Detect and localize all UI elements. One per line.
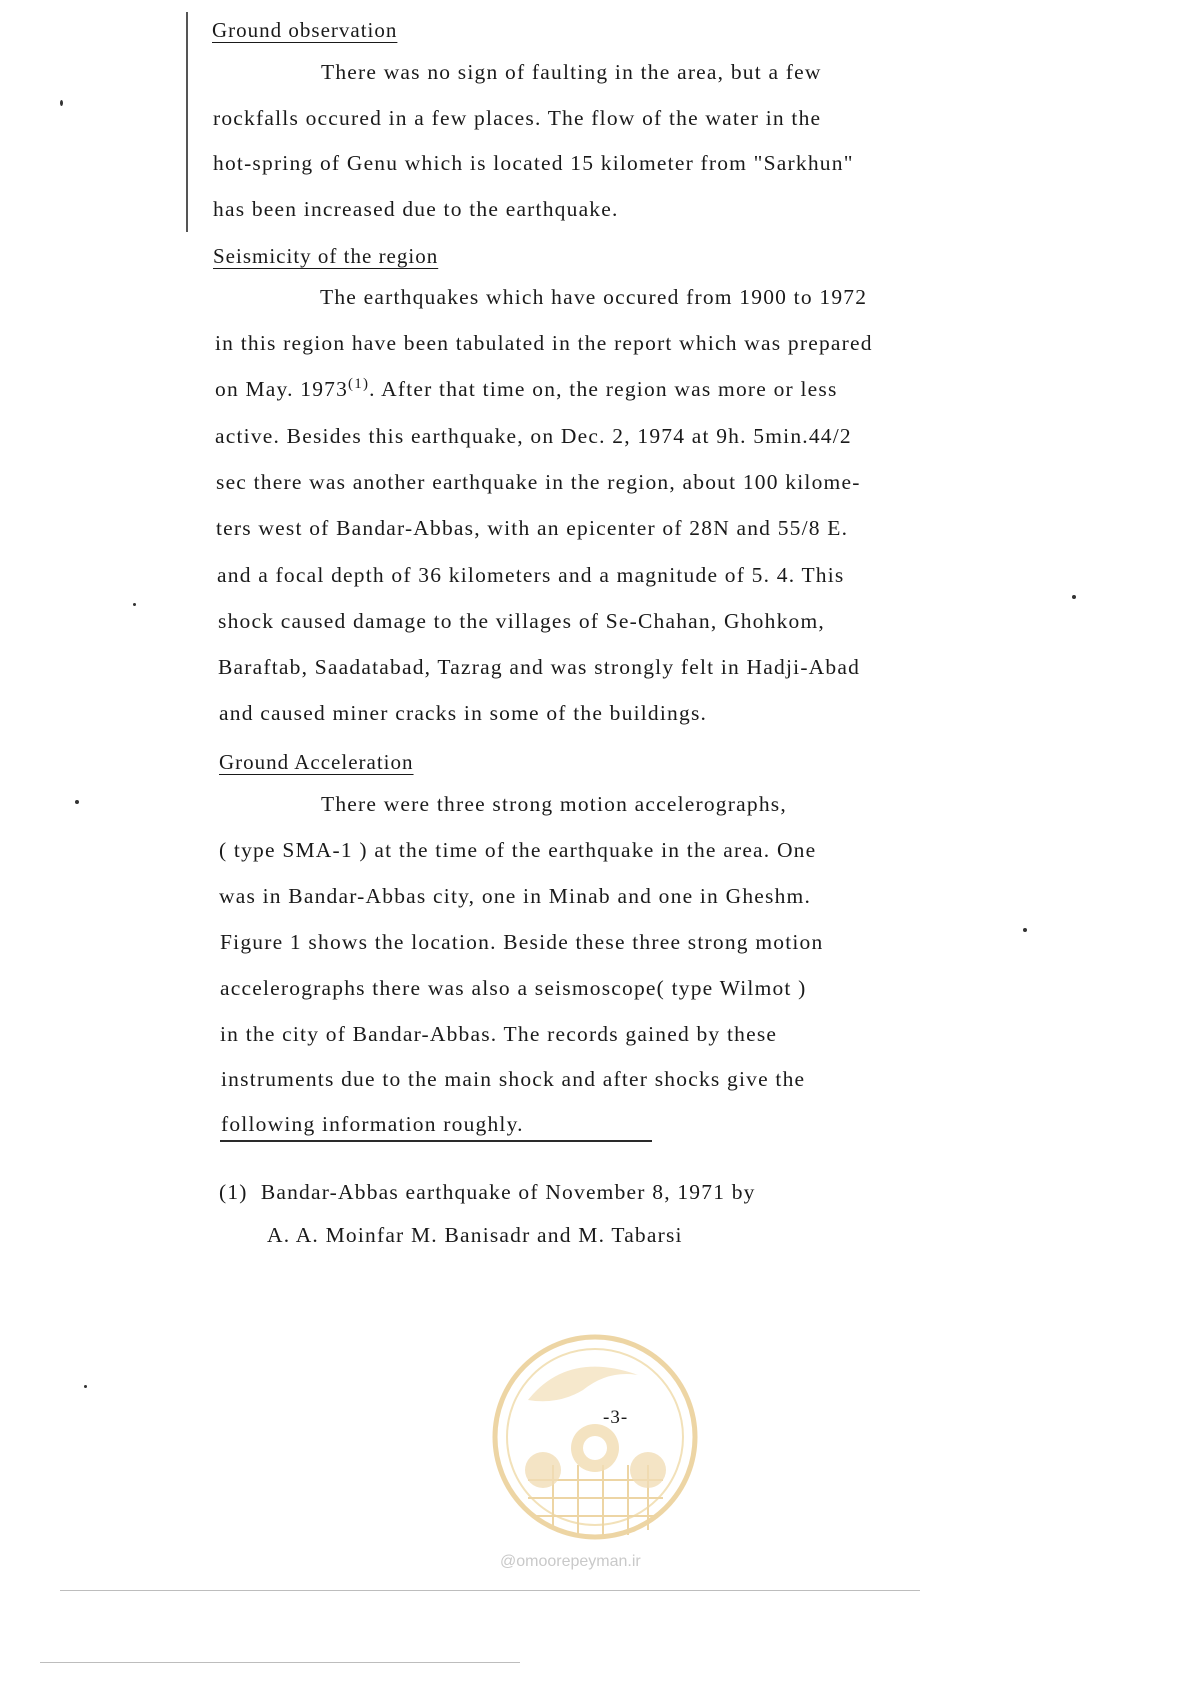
heading-ground-observation: Ground observation bbox=[212, 18, 398, 42]
paragraph-line: ( type SMA-1 ) at the time of the earthquake in the area. One bbox=[219, 838, 817, 862]
paragraph-line: and caused miner cracks in some of the buildings. bbox=[219, 701, 708, 725]
paragraph-line: sec there was another earthquake in the region, about 100 kilome- bbox=[216, 470, 861, 494]
paragraph-line: active. Besides this earthquake, on Dec. 2, 1974 at 9h. 5min.44/2 bbox=[215, 424, 852, 448]
paragraph-line: There were three strong motion accelerographs, bbox=[321, 792, 787, 816]
footnote-line bbox=[219, 1180, 756, 1205]
paragraph-line: Baraftab, Saadatabad, Tazrag and was strongly felt in Hadji-Abad bbox=[218, 655, 861, 679]
paragraph-line: ters west of Bandar-Abbas, with an epicenter of 28N and 55/8 E. bbox=[216, 516, 849, 540]
paragraph-line: instruments due to the main shock and after shocks give the bbox=[221, 1067, 806, 1091]
footnote-separator bbox=[220, 1140, 652, 1142]
watermark-url: @omoorepeyman.ir bbox=[500, 1553, 641, 1570]
paragraph-line: shock caused damage to the villages of Se-Chahan, Ghohkom, bbox=[218, 609, 825, 633]
scan-speck bbox=[84, 1385, 87, 1388]
scan-artifact-line bbox=[60, 1590, 920, 1591]
footnote-line: A. A. Moinfar M. Banisadr and M. Tabarsi bbox=[267, 1223, 683, 1247]
paragraph-line-start: on May. 1973 bbox=[215, 377, 349, 401]
paragraph-line: following information roughly. bbox=[221, 1112, 524, 1136]
watermark-seal-icon bbox=[488, 1330, 703, 1545]
scan-artifact-line bbox=[40, 1662, 520, 1663]
paragraph-line: in this region have been tabulated in the report which was prepared bbox=[215, 331, 873, 355]
scan-speck bbox=[1072, 595, 1076, 599]
footnote-mark: (1) bbox=[219, 1180, 248, 1204]
scan-speck bbox=[75, 800, 79, 804]
paragraph-line-rest: . After that time on, the region was more or less bbox=[369, 377, 838, 401]
footnote-reference: (1) bbox=[348, 375, 370, 392]
margin-line bbox=[186, 12, 188, 232]
paragraph-line: There was no sign of faulting in the area, but a few bbox=[321, 60, 822, 84]
scan-speck bbox=[1023, 928, 1027, 932]
paragraph-line: was in Bandar-Abbas city, one in Minab and one in Gheshm. bbox=[219, 884, 812, 908]
paragraph-line: has been increased due to the earthquake. bbox=[213, 197, 619, 221]
scan-speck bbox=[133, 603, 136, 606]
heading-seismicity: Seismicity of the region bbox=[213, 244, 439, 268]
paragraph-line: in the city of Bandar-Abbas. The records gained by these bbox=[220, 1022, 778, 1046]
paragraph-line bbox=[215, 377, 838, 402]
heading-ground-acceleration: Ground Acceleration bbox=[219, 750, 414, 774]
paragraph-line: accelerographs there was also a seismoscope( type Wilmot ) bbox=[220, 976, 807, 1000]
footnote-text: Bandar-Abbas earthquake of November 8, 1971 by bbox=[260, 1180, 756, 1204]
paragraph-line: The earthquakes which have occured from 1900 to 1972 bbox=[320, 285, 868, 309]
scan-speck bbox=[60, 100, 63, 106]
paragraph-line: rockfalls occured in a few places. The flow of the water in the bbox=[213, 106, 822, 130]
paragraph-line: Figure 1 shows the location. Beside these three strong motion bbox=[220, 930, 824, 954]
paragraph-line: and a focal depth of 36 kilometers and a magnitude of 5. 4. This bbox=[217, 563, 845, 587]
page-number: -3- bbox=[603, 1407, 629, 1428]
paragraph-line: hot-spring of Genu which is located 15 kilometer from "Sarkhun" bbox=[213, 151, 854, 175]
